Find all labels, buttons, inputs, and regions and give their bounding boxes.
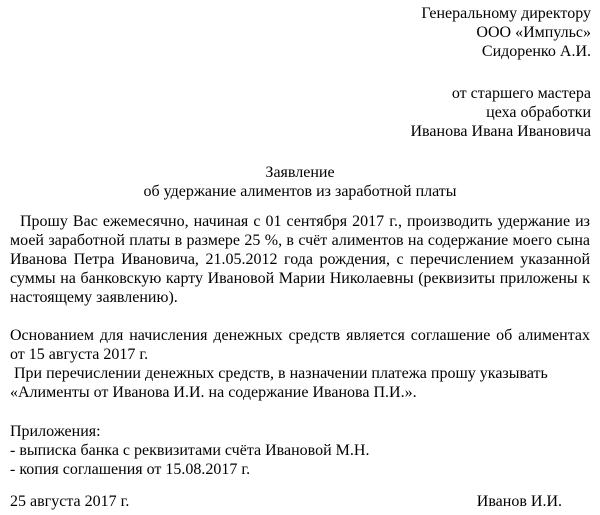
appendix-item: - копия соглашения от 15.08.2017 г. <box>10 461 251 478</box>
sender-block <box>411 84 592 141</box>
document-date: 25 августа 2017 г. <box>10 493 130 510</box>
recipient-block <box>421 4 591 61</box>
paragraph-request: Прошу Вас ежемесячно, начиная с 01 сентября 2017 г., производить удержание из моей заработной платы в размере 25 %, в счёт алиментов на содержание моего сына Иванова Петра Ивановича, 21.05.2012 года рождения, с перечислением указанной суммы на банковскую карту Ивановой Марии Николаевны (реквизиты приложены к настоящему заявлению). <box>10 213 590 306</box>
signature-name: Иванов И.И. <box>476 493 562 510</box>
paragraph-payment-note: При перечислении денежных средств, в назначении платежа прошу указывать «Алименты от Иванова И.И. на содержание Иванова П.И.». <box>10 365 548 401</box>
body-paragraph-2 <box>10 326 590 364</box>
appendix-heading: Приложения: <box>10 423 101 440</box>
title-line-1: Заявление <box>265 164 335 181</box>
document-title <box>0 163 600 201</box>
sender-department: цеха обработки <box>486 104 591 121</box>
title-line-2: об удержание алиментов из заработной платы <box>143 183 457 200</box>
body-paragraph-1 <box>10 212 590 307</box>
recipient-company: ООО «Импульс» <box>476 24 591 41</box>
recipient-name: Сидоренко А.И. <box>481 43 591 60</box>
paragraph-basis: Основанием для начисления денежных средств является соглашение об алиментах от 15 августа 2017 г. <box>10 327 590 363</box>
body-paragraph-3 <box>10 364 590 402</box>
appendix-item: - выписка банка с реквизитами счёта Ивановой М.Н. <box>10 442 370 459</box>
recipient-position: Генеральному директору <box>421 5 591 22</box>
sender-from-line: от старшего мастера <box>451 85 591 102</box>
appendix-block <box>10 422 369 479</box>
sender-name: Иванова Ивана Ивановича <box>410 123 591 140</box>
